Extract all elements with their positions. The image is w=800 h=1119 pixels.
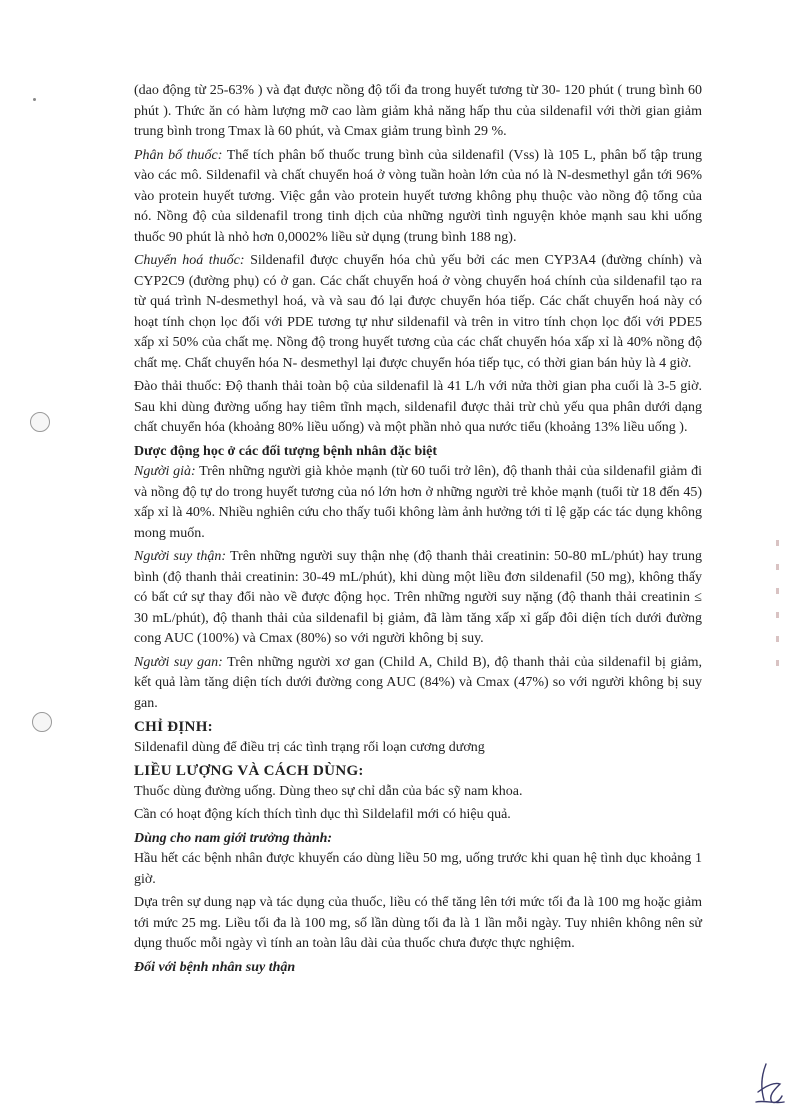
adult-dose-text: Hầu hết các bệnh nhân được khuyến cáo dùng liều 50 mg, uống trước khi quan hệ tình dục khoảng 1 giờ. [134,851,702,887]
dosage-route-text: Thuốc dùng đường uống. Dùng theo sự chỉ dẫn của bác sỹ nam khoa. [134,783,523,799]
renal-impairment-label: Người suy thận: [134,549,226,564]
metabolism-label: Chuyển hoá thuốc: [134,253,245,268]
hepatic-impairment-paragraph [134,653,702,715]
dosage-stimulation-text: Cần có hoạt động kích thích tình dục thì Sildelafil mới có hiệu quả. [134,807,511,822]
edge-scan-marks [776,540,782,690]
initials-signature [752,1062,786,1106]
hepatic-impairment-label: Người suy gan: [134,654,223,670]
distribution-text: Thể tích phân bố thuốc trung bình của sildenafil (Vss) là 105 L, phân bố tập trung vào các mô. Sildenafil và chất chuyển hoá ở vòng tuần hoàn lớn của nó là N-desmethyl gắn tới 96% vào protein huyết tương. Việc gắn vào protein huyết tương không phụ thuộc vào nồng độ tổng của nó. Nồng độ của sildenafil trong tinh dịch của những người tình nguyện khỏe mạnh sau khi uống thuốc 90 phút là nhỏ hơn 0,0002% liều sử dụng (trung bình 188 ng). [134,147,702,245]
document-body [134,81,702,978]
elderly-paragraph [134,462,702,544]
absorption-paragraph: (dao động từ 25-63% ) và đạt được nồng độ tối đa trong huyết tương từ 30- 120 phút ( trung bình 60 phút ). Thức ăn có hàm lượng mỡ cao làm giảm khả năng hấp thu của sildenafil với thời gian giảm trung bình trong Tmax là 60 phút, và Cmax giảm trung bình 29 %. [134,83,702,139]
hepatic-impairment-text: Trên những người xơ gan (Child A, Child B), độ thanh thải của sildenafil bị giảm, kết quả làm tăng diện tích dưới đường cong AUC (84%) và Cmax (47%) so với người không bị suy gan. [134,654,702,711]
dosage-heading: LIỀU LƯỢNG VÀ CÁCH DÙNG: [134,763,364,779]
elimination-paragraph: Đào thải thuốc: Độ thanh thải toàn bộ của sildenafil là 41 L/h với nửa thời gian pha cuối là 3-5 giờ. Sau khi dùng đường uống hay tiêm tĩnh mạch, sildenafil được thải trừ chủ yếu qua phân dưới dạng chất chuyển hóa (khoảng 80% liều uống) và một phần nhỏ qua nước tiểu (khoảng 13% liều uống ). [134,379,702,435]
renal-impairment-paragraph [134,547,702,650]
renal-impairment-text: Trên những người suy thận nhẹ (độ thanh thải creatinin: 50-80 mL/phút) hay trung bình (độ thanh thải creatinin: 30-49 mL/phút), khi dùng một liều đơn sildenafil (50 mg), không thấy có bất cứ sự thay đổi nào về được động học. Trên những người suy nặng (độ thanh thải creatinin ≤ 30 mL/phút), độ thanh thải của sildenafil bị giảm, đã làm tăng xấp xỉ gấp đôi diện tích dưới đường cong AUC (100%) và Cmax (80%) so với người không bị suy. [134,549,702,646]
special-populations-heading: Dược động học ở các đối tượng bệnh nhân đặc biệt [134,443,437,459]
metabolism-paragraph [134,251,702,374]
dose-adjustment-text: Dựa trên sự dung nạp và tác dụng của thuốc, liều có thể tăng lên tới mức tối đa là 100 mg hoặc giảm tới mức 25 mg. Liều tối đa là 100 mg, số lần dùng tối đa là 1 lần mỗi ngày. Tuy nhiên không nên sử dụng thuốc mỗi ngày vì tính an toàn lâu dài của thuốc chưa được thực nghiệm. [134,895,702,951]
punch-hole-upper [30,412,50,432]
metabolism-text: Sildenafil được chuyển hóa chủ yếu bởi các men CYP3A4 (đường chính) và CYP2C9 (đường phụ) có ở gan. Các chất chuyển hoá ở vòng chuyển hoá chính của sildenafil tạo ra từ quá trình N-desmethyl hoá, và và sau đó lại được chuyển hóa tiếp. Các chất chuyển hoá này có hoạt tính chọn lọc đối với PDE tương tự như sildenafil và trên in vitro tính chọn lọc đối với PDE5 xấp xỉ 50% của chất mẹ. Nồng độ trong huyết tương của các chất chuyển hóa xấp xỉ là 40% nồng độ chất mẹ. Chất chuyển hóa N- desmethyl lại được chuyển hóa tiếp tục, có thời gian bán hủy là 4 giờ. [134,253,702,371]
punch-hole-lower [32,712,52,732]
adult-male-heading: Dùng cho nam giới trưởng thành: [134,830,333,846]
elderly-text: Trên những người già khỏe mạnh (từ 60 tuổi trở lên), độ thanh thải của sildenafil giảm đi và nồng độ tự do trong huyết tương của nó lớn hơn ở những người trẻ khỏe mạnh (tuổi từ 18 đến 45) xấp xỉ là 40%. Nhiều nghiên cứu cho thấy tuổi không làm ảnh hưởng tới tỉ lệ gặp các tác dụng không mong muốn. [134,464,703,541]
elderly-label: Người già: [134,464,196,479]
distribution-paragraph [134,146,702,249]
renal-dosing-heading: Đối với bệnh nhân suy thận [134,959,296,975]
indication-text: Sildenafil dùng để điều trị các tình trạng rối loạn cương dương [134,739,485,755]
scan-speck [33,98,36,101]
distribution-label: Phân bố thuốc: [134,147,223,163]
indication-heading: CHỈ ĐỊNH: [134,719,213,735]
